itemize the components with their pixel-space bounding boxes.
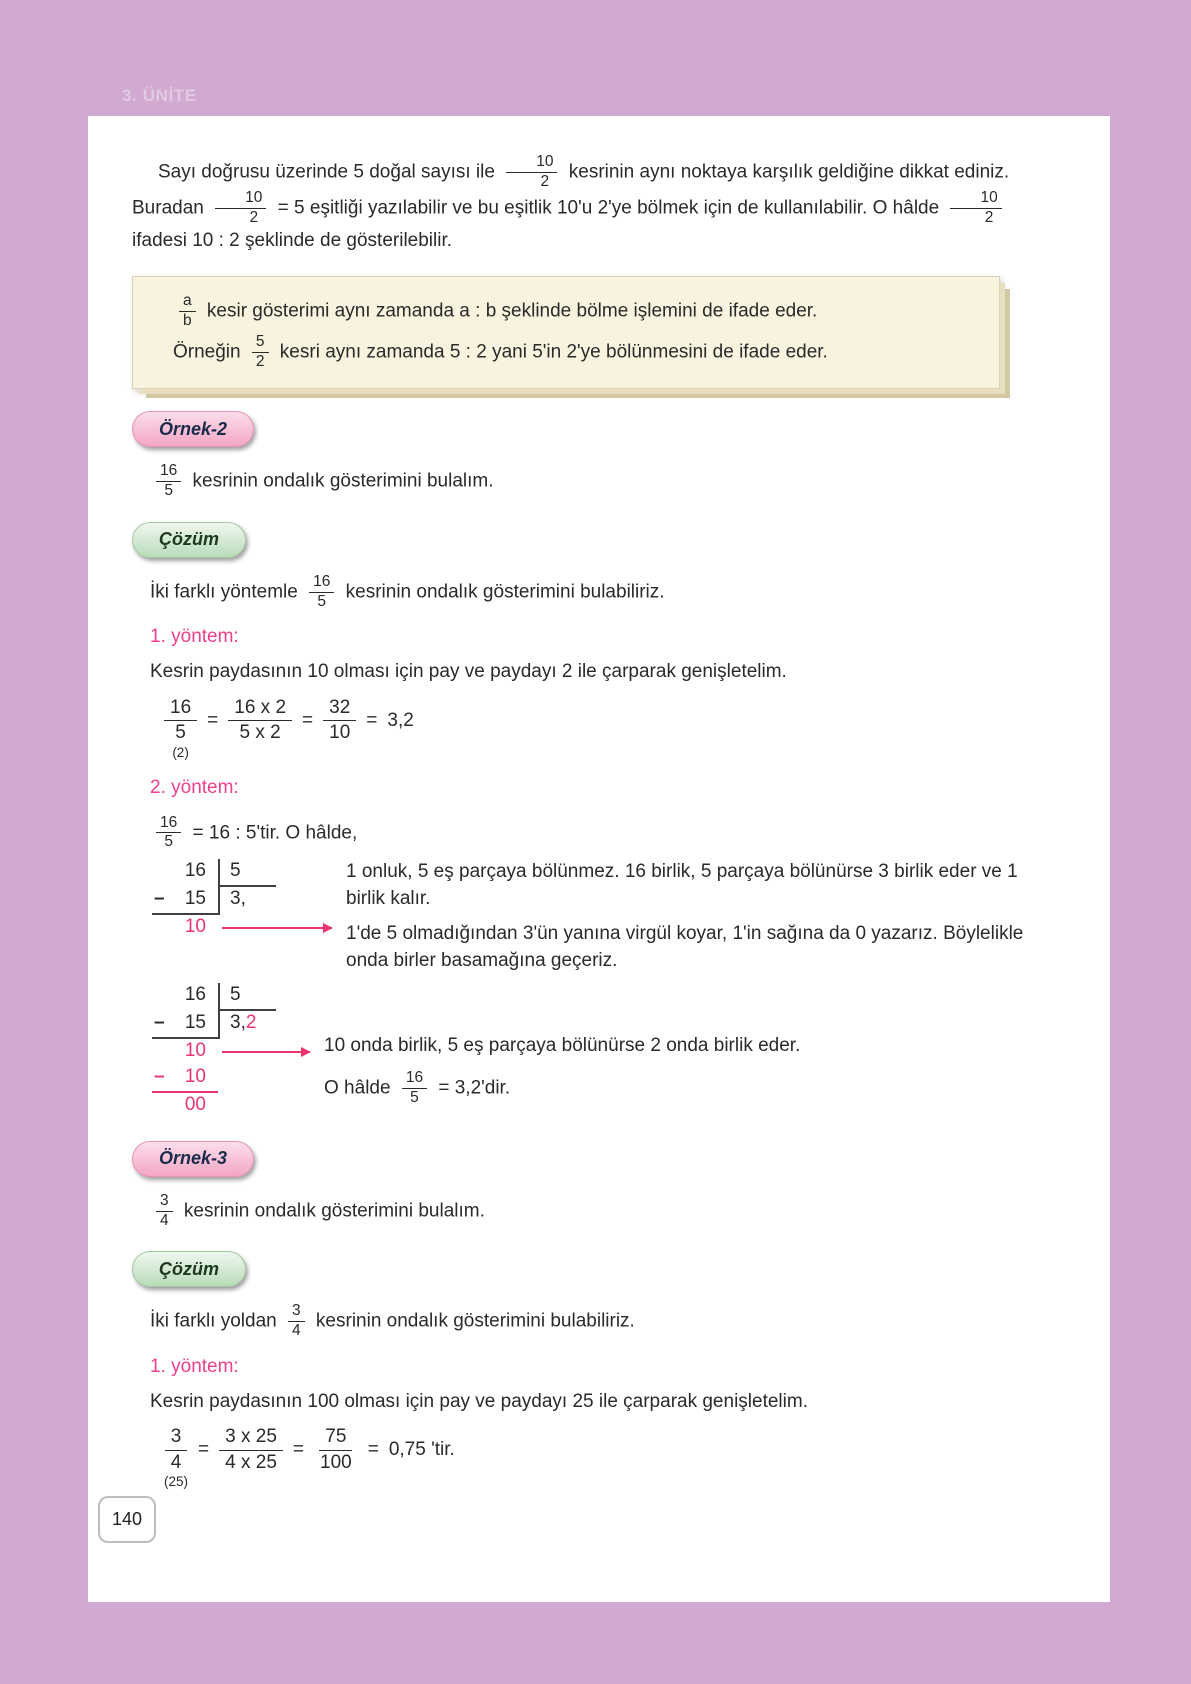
quotient: 3,2 bbox=[218, 1011, 276, 1039]
divisor: 5 bbox=[218, 983, 276, 1011]
equation-result: 3,2 bbox=[387, 709, 414, 731]
expansion-factor: (2) bbox=[172, 744, 189, 760]
example-3-statement bbox=[150, 1193, 1052, 1229]
division-1-note-1: 1 onluk, 5 eş parçaya bölünmez. 16 birlik, 5 parçaya bölünürse 3 birlik eder ve 1 birlik kalır. bbox=[346, 860, 1018, 909]
divisor: 5 bbox=[218, 859, 276, 887]
equals-sign: = bbox=[302, 709, 314, 731]
equals-sign: = bbox=[292, 1439, 304, 1461]
quotient-new-digit: 2 bbox=[245, 1011, 257, 1033]
minus-sign: – bbox=[154, 887, 165, 909]
info-box-line-2 bbox=[173, 334, 973, 370]
solution-badge-2: Çözüm bbox=[132, 1251, 246, 1287]
intro-text-2: kesrinin aynı noktaya karşılık geldiğine dikkat ediniz. Buradan bbox=[132, 161, 1010, 219]
equation-result: 0,75 'tir. bbox=[388, 1439, 455, 1461]
example-2-statement bbox=[150, 463, 1052, 499]
example-3-method-1-text: Kesrin paydasının 100 olması için pay ve paydayı 25 ile çarparak genişletelim. bbox=[150, 1390, 808, 1412]
method-1-text: Kesrin paydasının 10 olması için pay ve paydayı 2 ile çarparak genişletelim. bbox=[150, 661, 787, 683]
long-division-2 bbox=[152, 983, 310, 1119]
fraction-3-over-4: $\frac{3}{4}$ bbox=[288, 1303, 305, 1339]
example-3-method-1-heading: 1. yöntem: bbox=[150, 1355, 239, 1377]
solution-badge-1: Çözüm bbox=[132, 522, 246, 558]
fraction-16-over-5: $\frac{16}{5}$ bbox=[402, 1070, 427, 1106]
solution-intro-2-pre: İki farklı yoldan bbox=[150, 1310, 277, 1332]
division-row bbox=[152, 983, 310, 1011]
example-2-badge: Örnek-2 bbox=[132, 411, 254, 447]
method-1-heading: 1. yöntem: bbox=[150, 626, 239, 648]
fraction-10-over-2: $\frac{10}{2}$ bbox=[506, 154, 557, 190]
intro-text-1: Sayı doğrusu üzerinde 5 doğal sayısı ile bbox=[158, 161, 495, 183]
equals-sign: = bbox=[198, 1439, 210, 1461]
intro-text-3: = 5 eşitliği yazılabilir ve bu eşitlik 10'u 2'ye bölmek için de kullanılabilir. O hâlde bbox=[277, 197, 940, 219]
division-1-notes bbox=[346, 859, 1046, 975]
fraction-10-over-2: $\frac{10}{2}$ bbox=[950, 190, 1001, 226]
equals-sign: = bbox=[367, 1439, 379, 1461]
fraction-10-over-2: $\frac{10}{2}$ bbox=[215, 190, 266, 226]
arrow-right-icon bbox=[222, 1051, 310, 1053]
arrow-right-icon bbox=[222, 927, 332, 929]
intro-text-4: ifadesi 10 : 2 şeklinde de gösterilebilir. bbox=[132, 229, 453, 251]
division-2-notes bbox=[324, 983, 800, 1106]
method-1-equation bbox=[156, 698, 1052, 761]
division-section-2 bbox=[152, 983, 1052, 1119]
division-section-1 bbox=[152, 859, 1052, 975]
equals-sign: = bbox=[207, 709, 219, 731]
division-row bbox=[152, 1065, 310, 1093]
fraction-16-over-5: $\frac{16}{5}$ bbox=[309, 574, 334, 610]
fraction-16x2-over-5x2: $\frac{16 x 2}{5 x 2}$ bbox=[228, 698, 292, 744]
fraction-a-over-b: $\frac{a}{b}$ bbox=[179, 293, 196, 329]
fraction-3x25-over-4x25: $\frac{3 x 25}{4 x 25}$ bbox=[219, 1427, 283, 1473]
fraction-32-over-10: $\frac{32}{10}$ bbox=[323, 698, 356, 744]
solution-intro-2-post: kesrinin ondalık gösterimini bulabiliriz. bbox=[315, 1310, 635, 1332]
dividend: 16 bbox=[184, 859, 206, 881]
equals-sign: = bbox=[366, 709, 378, 731]
example-3-badge: Örnek-3 bbox=[132, 1141, 254, 1177]
fraction-3-over-4-expanded: 3 4 (25) bbox=[164, 1426, 189, 1490]
expansion-factor: (25) bbox=[164, 1474, 189, 1490]
minus-sign: – bbox=[154, 1011, 165, 1033]
example-3-equation bbox=[156, 1427, 1052, 1490]
division-row bbox=[152, 887, 332, 915]
page-number: 140 bbox=[98, 1496, 156, 1543]
example-2-statement-text: kesrinin ondalık gösterimini bulalım. bbox=[192, 470, 494, 492]
final-remainder: 00 bbox=[184, 1093, 206, 1115]
solution-intro-2 bbox=[150, 1303, 1052, 1339]
division-row bbox=[152, 1039, 310, 1065]
info-box-text-1: kesir gösterimi aynı zamanda a : b şeklinde bölme işlemini de ifade eder. bbox=[206, 300, 818, 322]
division-row bbox=[152, 859, 332, 887]
remainder: 10 bbox=[184, 1039, 206, 1061]
page-body bbox=[88, 116, 1110, 1602]
unit-label: 3. ÜNİTE bbox=[122, 86, 197, 105]
subtrahend: – 15 bbox=[152, 1011, 218, 1039]
dividend: 16 bbox=[184, 983, 206, 1005]
method-2-heading: 2. yöntem: bbox=[150, 776, 239, 798]
solution-intro-1 bbox=[150, 574, 1052, 610]
division-row bbox=[152, 915, 332, 941]
division-row bbox=[152, 1011, 310, 1039]
conclusion-pre: O hâlde bbox=[324, 1077, 391, 1099]
division-1-note-2: 1'de 5 olmadığından 3'ün yanına virgül koyar, 1'in sağına da 0 yazarız. Böylelikle onda birler basamağına geçeriz. bbox=[346, 922, 1024, 971]
fraction-16-over-5: $\frac{16}{5}$ bbox=[156, 463, 181, 499]
long-division-1 bbox=[152, 859, 332, 941]
conclusion-post: = 3,2'dir. bbox=[438, 1077, 511, 1099]
subtrahend-2: – 10 bbox=[152, 1065, 218, 1093]
subtrahend: – 15 bbox=[152, 887, 218, 915]
info-box-line-1 bbox=[173, 293, 973, 329]
info-box-text-2a: Örneğin bbox=[173, 341, 241, 363]
info-box-text-2b: kesri aynı zamanda 5 : 2 yani 5'in 2'ye bölünmesini de ifade eder. bbox=[279, 341, 828, 363]
example-3-statement-text: kesrinin ondalık gösterimini bulalım. bbox=[183, 1200, 485, 1222]
division-row bbox=[152, 1093, 310, 1119]
fraction-75-over-100: $\frac{75}{100}$ bbox=[320, 1426, 352, 1473]
fraction-16-over-5-expanded: 16 5 (2) bbox=[164, 698, 197, 761]
method-2-intro bbox=[150, 815, 1052, 851]
quotient: 3, bbox=[218, 887, 276, 915]
fraction-3-over-4: $\frac{3}{4}$ bbox=[156, 1193, 173, 1229]
division-2-note: 10 onda birlik, 5 eş parçaya bölünürse 2 onda birlik eder. bbox=[324, 1034, 801, 1056]
intro-paragraph bbox=[132, 154, 1052, 254]
method-2-intro-text: = 16 : 5'tir. O hâlde, bbox=[192, 821, 358, 843]
fraction-5-over-2: $\frac{5}{2}$ bbox=[252, 334, 269, 370]
solution-intro-1-pre: İki farklı yöntemle bbox=[150, 581, 298, 603]
info-box bbox=[132, 276, 1000, 389]
fraction-16-over-5: $\frac{16}{5}$ bbox=[156, 815, 181, 851]
division-2-conclusion bbox=[324, 1070, 800, 1106]
remainder: 10 bbox=[184, 915, 206, 937]
minus-sign: – bbox=[154, 1065, 165, 1087]
solution-intro-1-post: kesrinin ondalık gösterimini bulabiliriz. bbox=[345, 581, 665, 603]
